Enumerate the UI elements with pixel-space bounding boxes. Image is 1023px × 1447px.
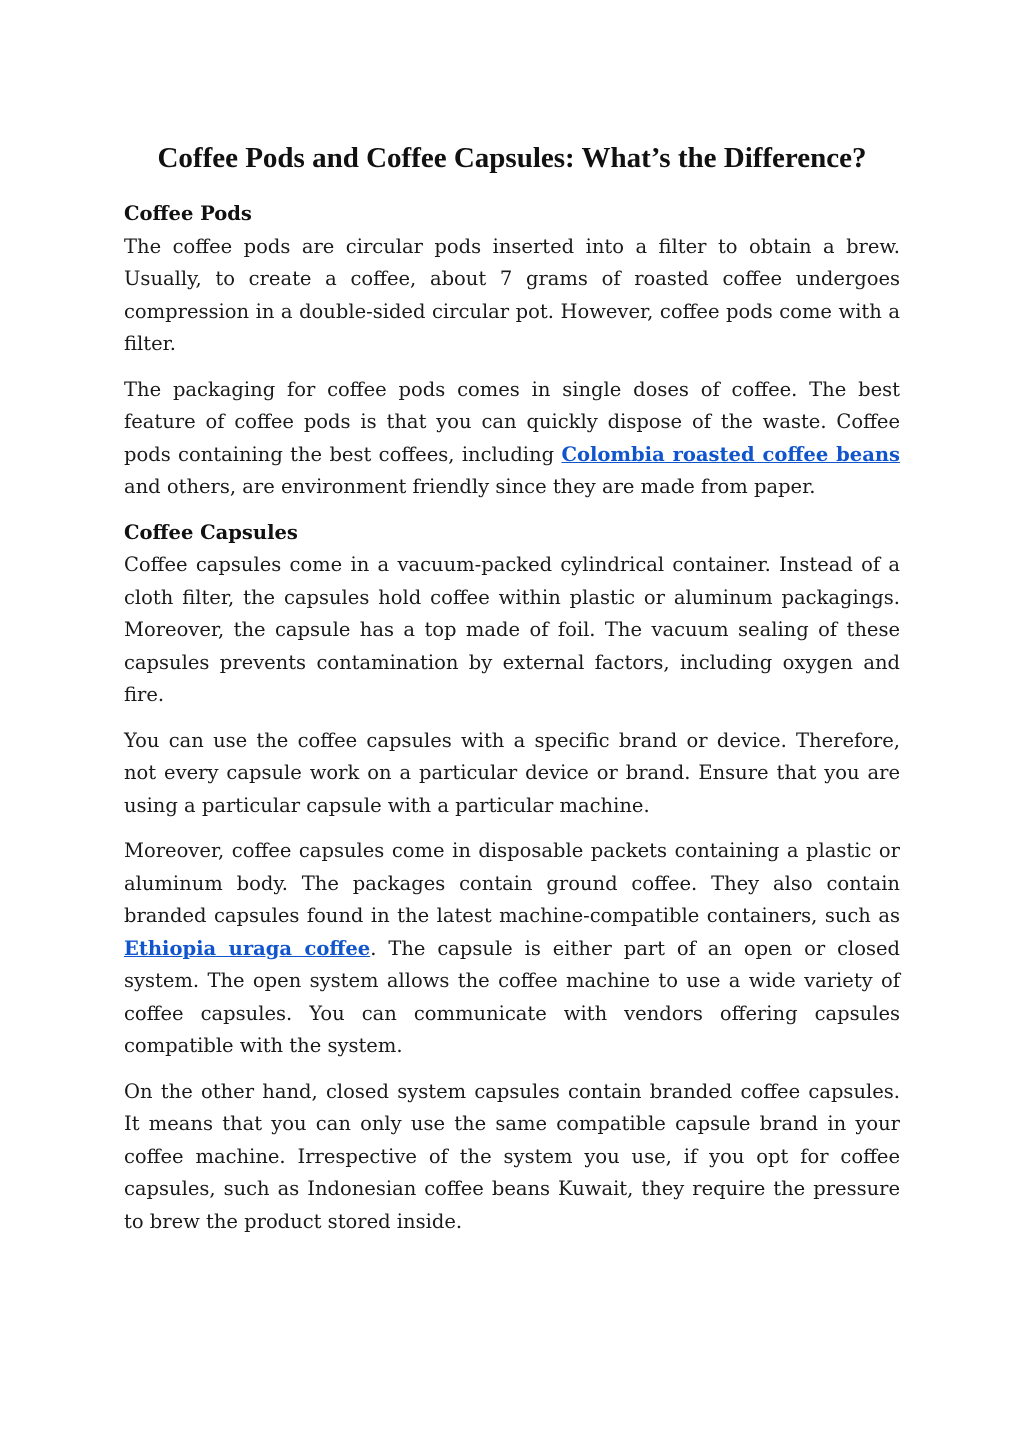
section-coffee-pods <box>124 198 900 504</box>
paragraph-text-before-link: Moreover, coffee capsules come in disposable packets containing a plastic or aluminum body. The packages contain ground coffee. They also contain branded capsules found in the latest machine-compatible containers, such as <box>124 839 900 927</box>
paragraph-text-before-link: The packaging for coffee pods comes in single doses of coffee. The best feature of coffee pods is that you can quickly dispose of the waste. Coffee pods containing the best coffees, including <box>124 377 900 466</box>
paragraph-with-link <box>124 835 900 1063</box>
document-page <box>124 140 900 1251</box>
paragraph: Coffee capsules come in a vacuum-packed cylindrical container. Instead of a cloth filter, the capsules hold coffee within plastic or aluminum packagings. Moreover, the capsule has a top made of foil. The vacuum sealing of these capsules prevents contamination by external factors, including oxygen and fire. <box>124 553 900 706</box>
ethiopia-uraga-coffee-link[interactable]: Ethiopia uraga coffee <box>124 936 371 960</box>
section-heading-coffee-capsules: Coffee Capsules <box>124 520 298 544</box>
paragraph-with-link <box>124 374 900 504</box>
section-coffee-capsules <box>124 517 900 1239</box>
paragraph: You can use the coffee capsules with a specific brand or device. Therefore, not every capsule work on a particular device or brand. Ensure that you are using a particular capsule with a particular machine. <box>124 728 900 817</box>
colombia-roasted-coffee-beans-link[interactable]: Colombia roasted coffee beans <box>561 442 900 466</box>
document-title: Coffee Pods and Coffee Capsules: What’s the Difference? <box>157 142 867 174</box>
paragraph: The coffee pods are circular pods inserted into a filter to obtain a brew. Usually, to create a coffee, about 7 grams of roasted coffee undergoes compression in a double-sided circular pot. However, coffee pods come with a filter. <box>124 234 900 355</box>
paragraph-text-after-link: . The capsule is either part of an open or closed system. The open system allows the coffee machine to use a wide variety of coffee capsules. You can communicate with vendors offering capsules compatible with the system. <box>124 936 900 1057</box>
paragraph: On the other hand, closed system capsules contain branded coffee capsules. It means that you can only use the same compatible capsule brand in your coffee machine. Irrespective of the system you use, if you opt for coffee capsules, such as Indonesian coffee beans Kuwait, they require the pressure to brew the product stored inside. <box>124 1079 900 1233</box>
section-heading-coffee-pods: Coffee Pods <box>124 202 252 225</box>
paragraph-text-after-link: and others, are environment friendly since they are made from paper. <box>124 475 816 498</box>
